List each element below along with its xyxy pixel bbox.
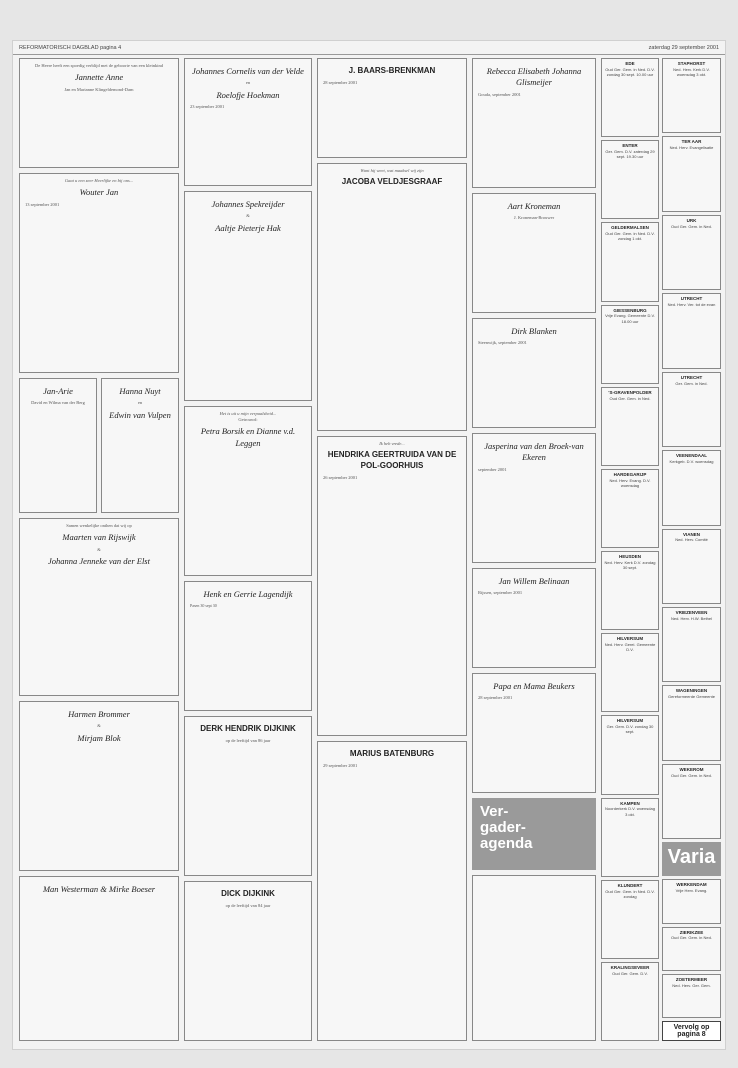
church-listing <box>601 387 659 466</box>
church-listing <box>662 136 721 211</box>
church-listing-text: Ned. Herv. Kerk D.V. woensdag 3 okt. <box>673 66 710 78</box>
column-1 <box>19 58 179 1041</box>
church-listing <box>662 927 721 971</box>
church-listing-title: GELDERMALSEN <box>611 225 649 231</box>
death-notice-dick: DICK DIJKINK op de leeftijd van 84 jaar <box>184 881 312 1041</box>
church-listing <box>662 529 721 604</box>
church-listing-title: UTRECHT <box>680 296 703 302</box>
church-listing-title: WAGENINGEN <box>675 688 708 694</box>
church-listing <box>662 293 721 368</box>
church-listing <box>601 551 659 630</box>
death-notice-beukers: Papa en Mama Beukers 28 september 2001 <box>472 673 596 793</box>
birth-notice-wouter: Gaat u een zeer Heerlijke en bij ons... Wouter Jan 13 september 2001 <box>19 173 179 373</box>
church-listing-text: Noorderkerk D.V. woensdag 3 okt. <box>605 806 655 817</box>
church-listing-title: WERKENDAM <box>676 882 707 888</box>
church-listing-text: Ned. Herv. Ger. Gem. <box>672 982 711 988</box>
church-listing-title: ZIERIKZEE <box>679 929 704 935</box>
church-listing-text: Oud Ger. Gem. in Ned. <box>609 395 651 401</box>
church-listing-title: VIANEN <box>682 531 700 537</box>
death-notice-van-de-pol: Ik heb vrede... HENDRIKA GEERTRUIDA VAN DE POL-GOORHUIS 26 september 2001 <box>317 436 467 736</box>
church-listing <box>601 798 659 877</box>
church-listing-text: Oud Ger. Gem. in Ned. D.V. zondag 1 okt. <box>605 231 655 242</box>
church-listing-text: Oud Ger. Gem. in Ned. <box>671 772 712 778</box>
wedding-notice-man: Man Westerman & Mirke Boeser <box>19 876 179 1041</box>
church-listing-title: URK <box>686 217 697 223</box>
church-listings-right <box>662 58 721 1041</box>
birth-notice-jannette: De Heere heeft een spoedig verblijd met de geboorte van een kleinkind Jannette Anne Jan en Marianne Klingeldemond-Dam <box>19 58 179 168</box>
church-listing-text: Ned. Herv. Comité <box>675 537 708 543</box>
church-listing <box>662 450 721 525</box>
church-listing-title: WEKEROM <box>679 766 704 772</box>
church-listing-title: UTRECHT <box>680 374 703 380</box>
church-listing-title: 'S-GRAVENPOLDER <box>608 389 652 395</box>
church-listing <box>662 215 721 290</box>
church-listings-left <box>601 58 659 1041</box>
anniversary-notice-van-der-velde: Johannes Cornelis van der Velde en Roelofje Hoekman 23 september 2001 <box>184 58 312 186</box>
wedding-notice-harmen: Harmen Brommer & Mirjam Blok <box>19 701 179 871</box>
church-listing-text: Ger. Gem. D.V. zaterdag 29 sept. 19.30 uur <box>605 149 655 160</box>
anniversary-notice-lagendijk: Henk en Gerrie Lagendijk Pasen 30 sept 30 <box>184 581 312 711</box>
wedding-notice-maarten: Samen wenkelijke onthen dat wij op Maarten van Rijswijk & Johanna Jenneke van der Elst <box>19 518 179 696</box>
church-listing-text: Vrije Herv. Evang. <box>675 888 708 894</box>
church-listing-text: Oud Ger. Gem. in Ned. <box>671 935 712 941</box>
church-listing <box>662 764 721 839</box>
church-listing <box>662 372 721 447</box>
church-listing-text: Ned. Herv. Kerk D.V. zondag 30 sept. <box>604 559 656 571</box>
birth-notice-jan-arie: Jan-Arie David en Wilma van der Berg <box>19 378 97 513</box>
notice-hanna-edwin: Hanna Nuyt en Edwin van Vulpen <box>101 378 179 513</box>
church-listing-title: KAMPEN <box>620 800 640 806</box>
church-listing <box>601 469 659 548</box>
church-listing <box>601 140 659 219</box>
church-listing-title: KLUNDERT <box>617 882 643 888</box>
newspaper-page <box>12 40 726 1050</box>
church-listing-title: ENTER <box>622 143 638 149</box>
church-listing <box>601 58 659 137</box>
church-listing-text: Ger. Gem. D.V. zondag 30 sept. <box>606 724 654 735</box>
death-notice-batenburg: MARIUS BATENBURG 29 september 2001 <box>317 741 467 1041</box>
column-2 <box>184 58 312 1041</box>
birth-name: Jannette Anne <box>74 72 124 83</box>
church-listing <box>662 974 721 1018</box>
death-notice-baars: J. BAARS-BRENKMAN 28 september 2001 <box>317 58 467 158</box>
church-listing-text: Ned. Herv. Evang. D.V. woensdag <box>609 477 651 488</box>
column-3 <box>317 58 467 1041</box>
church-listing-text: Ned. Herv. Gerei. Gemeente D.V. <box>604 642 656 653</box>
church-listing-text: Gereformeerde Gemeente <box>668 694 715 700</box>
church-listing-text: Ned. Herv. H.W. Bethel <box>670 615 713 621</box>
church-listings-tail <box>662 879 721 1018</box>
wedding-notice-spekreijder: Johannes Spekreijder & Aaltje Pieterje Hak <box>184 191 312 401</box>
death-notice-kroneman: Aart Kroneman J. Kroneman-Brouwer <box>472 193 596 313</box>
birth-notices-pair <box>19 378 179 513</box>
varia-banner: Varia <box>662 842 721 876</box>
church-listing-title: HEUSDEN <box>618 554 641 560</box>
church-listing <box>601 962 659 1041</box>
column-5 <box>601 58 721 1041</box>
masthead-right: zaterdag 29 september 2001 <box>648 44 719 51</box>
masthead <box>13 41 725 55</box>
church-listing-text: Ned. Herv. Evangelisatie <box>669 145 714 151</box>
church-listing <box>662 58 721 133</box>
church-listing <box>601 633 659 712</box>
church-listing-text: Vrije Evang. Gemeente D.V. 18.00 uur <box>605 313 655 324</box>
church-listing <box>601 880 659 959</box>
church-listing-text: Oud Ger. Gem. in Ned. D.V. zondag 30 sept. 10.00 uur <box>605 66 655 78</box>
meeting-listings <box>472 875 596 1041</box>
church-listing-title: ZOETERMEER <box>675 976 708 982</box>
church-listing-title: EDE <box>625 61 635 66</box>
death-notice-van-den-broek: Jasperina van den Broek-van Ekeren september 2001 <box>472 433 596 563</box>
church-listing-title: HILVERSUM <box>616 718 644 724</box>
church-listing <box>601 715 659 794</box>
vergaderagenda-banner: Ver- gader- agenda <box>472 798 596 870</box>
church-listing-text: Oud Ger. Gem. in Ned. D.V. zondag <box>605 888 655 899</box>
church-listing-text: Kerkgeb. D.V. woensdag <box>669 458 714 464</box>
church-listing-title: VRIEZENVEEN <box>675 609 708 615</box>
church-listing <box>662 879 721 923</box>
church-listing-text: Oud Ger. Gem. in Ned. <box>671 223 712 229</box>
death-notice-veldjesgraaf: Want hij weet, wat maaksel wij zijn JACOBA VELDJESGRAAF <box>317 163 467 431</box>
church-listing <box>662 685 721 760</box>
church-listing-title: GIESSENBURG <box>613 307 647 313</box>
column-4 <box>472 58 596 1041</box>
death-notice-derk: DERK HENDRIK DIJKINK op de leeftijd van 86 jaar <box>184 716 312 876</box>
masthead-left: REFORMATORISCH DAGBLAD pagina 4 <box>19 44 122 51</box>
church-listing-title: KRALINGSEVEER <box>610 964 650 970</box>
church-listing-title: HILVERSUM <box>616 636 644 642</box>
church-listing <box>601 222 659 301</box>
death-notice-glismeijer: Rebecca Elisabeth Johanna Glismeijer Gouda, september 2001 <box>472 58 596 188</box>
church-listing-title: STAPHORST <box>677 61 706 66</box>
church-listing-text: Oud Ger. Gem. D.V. <box>612 970 648 976</box>
church-listing-text: Ned. Herv. Ver. tot de evan <box>667 302 716 308</box>
church-listing-title: TER AAR <box>681 139 702 145</box>
church-listing-title: VEENENDAAL <box>675 453 707 459</box>
church-listing-title: HARDEGARIJP <box>613 471 647 477</box>
death-notice-blanken: Dirk Blanken Steenwijk, september 2001 <box>472 318 596 428</box>
church-listing <box>601 305 659 384</box>
church-listing-text: Ger. Gem. in Ned. <box>675 380 708 386</box>
continued-on-page-link[interactable]: Vervolg op pagina 8 <box>662 1021 721 1041</box>
death-notice-belinaan: Jan Willem Belinaan Rijssen, september 2001 <box>472 568 596 668</box>
wedding-notice-borsik: Het is uit u mijn verpaalsheid... Getrouwd: Petra Borsik en Dianne v.d. Leggen <box>184 406 312 576</box>
church-listing <box>662 607 721 682</box>
